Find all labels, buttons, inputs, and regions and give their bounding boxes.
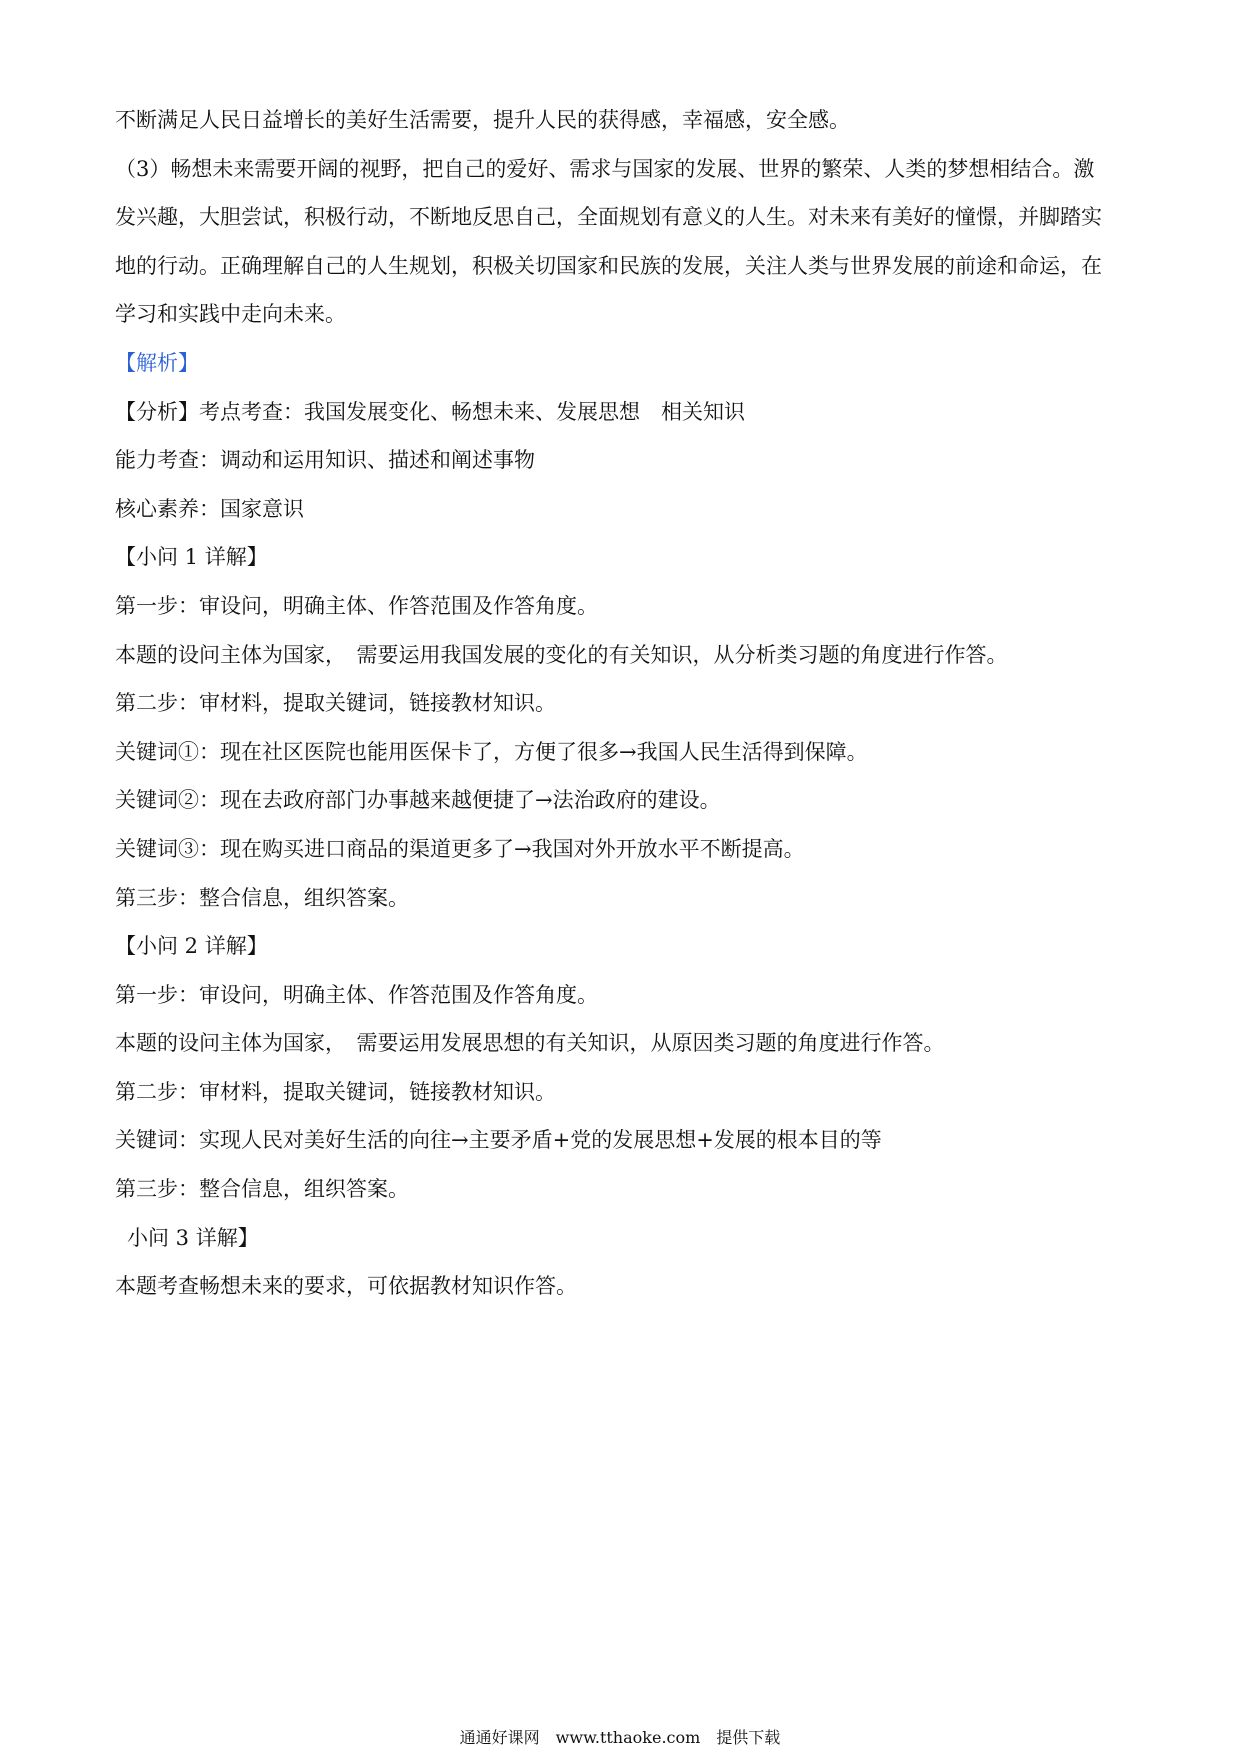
q1-subject: 本题的设问主体为国家， 需要运用我国发展的变化的有关知识，从分析类习题的角度进行作答。 xyxy=(115,642,1008,667)
answer-line-1: 不断满足人民日益增长的美好生活需要，提升人民的获得感，幸福感，安全感。 xyxy=(115,108,850,132)
q3-answer: 本题考查畅想未来的要求，可依据教材知识作答。 xyxy=(115,1274,577,1299)
q1-step-3: 第三步：整合信息，组织答案。 xyxy=(115,885,409,910)
answer-3-line-4: 学习和实践中走向未来。 xyxy=(115,302,346,327)
q1-keyword-1: 关键词①：现在社区医院也能用医保卡了，方便了很多→我国人民生活得到保障。 xyxy=(115,739,868,764)
q1-keyword-3: 关键词③：现在购买进口商品的渠道更多了→我国对外开放水平不断提高。 xyxy=(115,836,805,861)
q2-step-1: 第一步：审设问，明确主体、作答范围及作答角度。 xyxy=(115,982,598,1007)
subquestion-2-heading: 【小问 2 详解】 xyxy=(115,934,268,959)
subquestion-1-heading: 【小问 1 详解】 xyxy=(115,545,268,570)
answer-3-line-3: 地的行动。正确理解自己的人生规划，积极关切国家和民族的发展，关注人类与世界发展的前途和命运，在 xyxy=(115,253,1102,278)
q1-keyword-2: 关键词②：现在去政府部门办事越来越便捷了→法治政府的建设。 xyxy=(115,788,721,813)
q2-subject: 本题的设问主体为国家， 需要运用发展思想的有关知识，从原因类习题的角度进行作答。 xyxy=(115,1031,945,1056)
core-literacy-line: 核心素养：国家意识 xyxy=(115,496,304,521)
document-body xyxy=(115,96,1130,1311)
q1-step-1: 第一步：审设问，明确主体、作答范围及作答角度。 xyxy=(115,593,598,618)
analysis-heading: 【解析】 xyxy=(115,350,199,375)
analysis-topic: 【分析】考点考查：我国发展变化、畅想未来、发展思想 相关知识 xyxy=(115,399,745,424)
ability-line: 能力考查：调动和运用知识、描述和阐述事物 xyxy=(115,448,535,473)
q2-step-3: 第三步：整合信息，组织答案。 xyxy=(115,1177,409,1202)
subquestion-3-heading: 小问 3 详解】 xyxy=(127,1225,259,1250)
page-footer: 通通好课网 www.tthaoke.com 提供下载 xyxy=(459,1728,781,1747)
answer-3-line-1: （3）畅想未来需要开阔的视野，把自己的爱好、需求与国家的发展、世界的繁荣、人类的梦想相结合。激 xyxy=(115,156,1095,181)
q2-step-2: 第二步：审材料，提取关键词，链接教材知识。 xyxy=(115,1079,556,1104)
answer-3-line-2: 发兴趣，大胆尝试，积极行动，不断地反思自己，全面规划有意义的人生。对未来有美好的憧憬，并脚踏实 xyxy=(115,205,1102,230)
q2-keyword: 关键词：实现人民对美好生活的向往→主要矛盾+党的发展思想+发展的根本目的等 xyxy=(115,1128,882,1153)
q1-step-2: 第二步：审材料，提取关键词，链接教材知识。 xyxy=(115,691,556,716)
